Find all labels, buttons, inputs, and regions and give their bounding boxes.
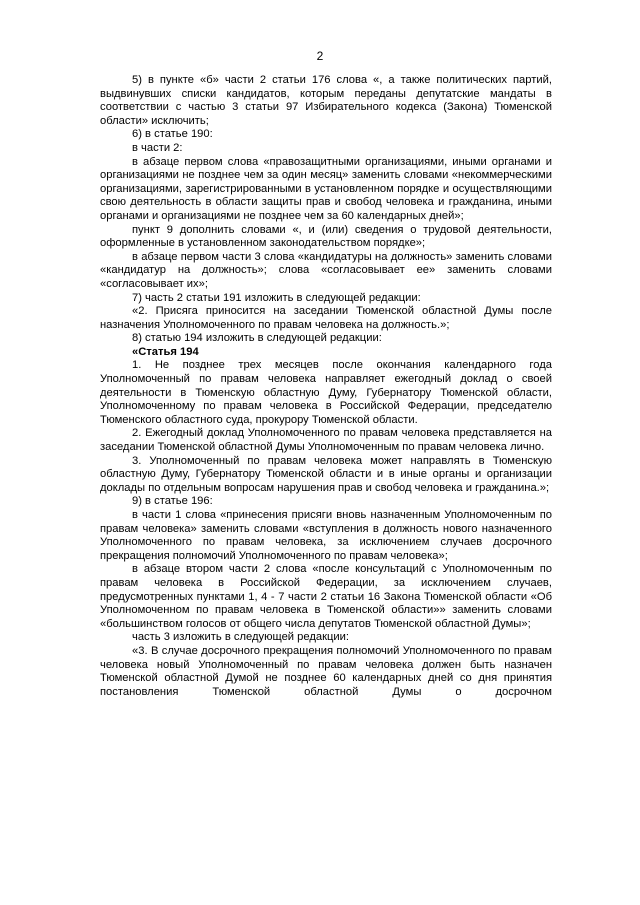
paragraph: пункт 9 дополнить словами «, и (или) сведения о трудовой деятельности, оформленные в установленном законодательством порядке»; bbox=[100, 223, 552, 250]
paragraph: в абзаце первом слова «правозащитными организациями, иными органами и организациями не позднее чем за один месяц» заменить словами «некоммерческими организациями, зарегистрированными в установленном порядке и осуществляющими свою деятельность в области защиты прав и свобод человека и гражданина, иными органами и организациями не позднее чем за 60 календарных дней»; bbox=[100, 155, 552, 222]
page-number: 2 bbox=[316, 49, 324, 63]
paragraph: часть 3 изложить в следующей редакции: bbox=[132, 631, 350, 644]
paragraph: в части 1 слова «принесения присяги вновь назначенным Уполномоченным по правам человека» заменить словами «вступления в должность нового назначенного Уполномоченного по правам человека, за исключением случаев досрочного прекращения полномочий Уполномоченного по правам человека»; bbox=[100, 509, 552, 562]
paragraph: 7) часть 2 статьи 191 изложить в следующей редакции: bbox=[132, 291, 421, 304]
paragraph: в абзаце первом части 3 слова «кандидатуры на должность» заменить словами «кандидатур на должность»; слова «согласовывает ее» заменить словами «согласовывает их»; bbox=[100, 250, 552, 290]
paragraph: в абзаце втором части 2 слова «после консультаций с Уполномоченным по правам человека в Российской Федерации, за исключением случаев, предусмотренных пунктами 1, 4 - 7 части 2 статьи 16 Закона Тюменской области «Об Уполномоченном по правам человека в Тюменской области»» заменить словами «большинством голосов от общего числа депутатов Тюменской областной Думы»; bbox=[100, 563, 552, 630]
paragraph: 8) статью 194 изложить в следующей редакции: bbox=[132, 332, 382, 345]
document-body bbox=[100, 74, 552, 699]
paragraph: 1. Не позднее трех месяцев после окончания календарного года Уполномоченный по правам человека направляет ежегодный доклад о своей деятельности в Тюменскую областную Думу, Губернатору Тюменской области, Уполномоченному по правам человека в Российской Федерации, председателю Тюменского областного суда, прокурору Тюменской области. bbox=[100, 359, 552, 426]
paragraph: 5) в пункте «б» части 2 статьи 176 слова «, а также политических партий, выдвинувших списки кандидатов, которым переданы депутатские мандаты в соответствии с частью 3 статьи 97 Избирательного кодекса (Закона) Тюменской области» исключить; bbox=[100, 74, 552, 127]
paragraph: «3. В случае досрочного прекращения полномочий Уполномоченного по правам человека новый Уполномоченный по правам человека должен быть назначен Тюменской областной Думой не позднее 60 календарных дней со дня принятия постановления Тюменской областной Думы о досрочном bbox=[100, 644, 552, 698]
paragraph: 3. Уполномоченный по правам человека может направлять в Тюменскую областную Думу, Губернатору Тюменской области и в иные органы и организации доклады по отдельным вопросам нарушения прав и свобод человека и гражданина.»; bbox=[100, 454, 552, 494]
paragraph: в части 2: bbox=[132, 141, 183, 154]
paragraph: «2. Присяга приносится на заседании Тюменской областной Думы после назначения Уполномоченного по правам человека на должность.»; bbox=[100, 305, 552, 331]
paragraph: 2. Ежегодный доклад Уполномоченного по правам человека представляется на заседании Тюменской областной Думы Уполномоченным по правам человека лично. bbox=[100, 427, 552, 454]
article-heading: «Статья 194 bbox=[132, 345, 199, 358]
paragraph: 6) в статье 190: bbox=[132, 128, 213, 141]
paragraph: 9) в статье 196: bbox=[132, 495, 213, 508]
